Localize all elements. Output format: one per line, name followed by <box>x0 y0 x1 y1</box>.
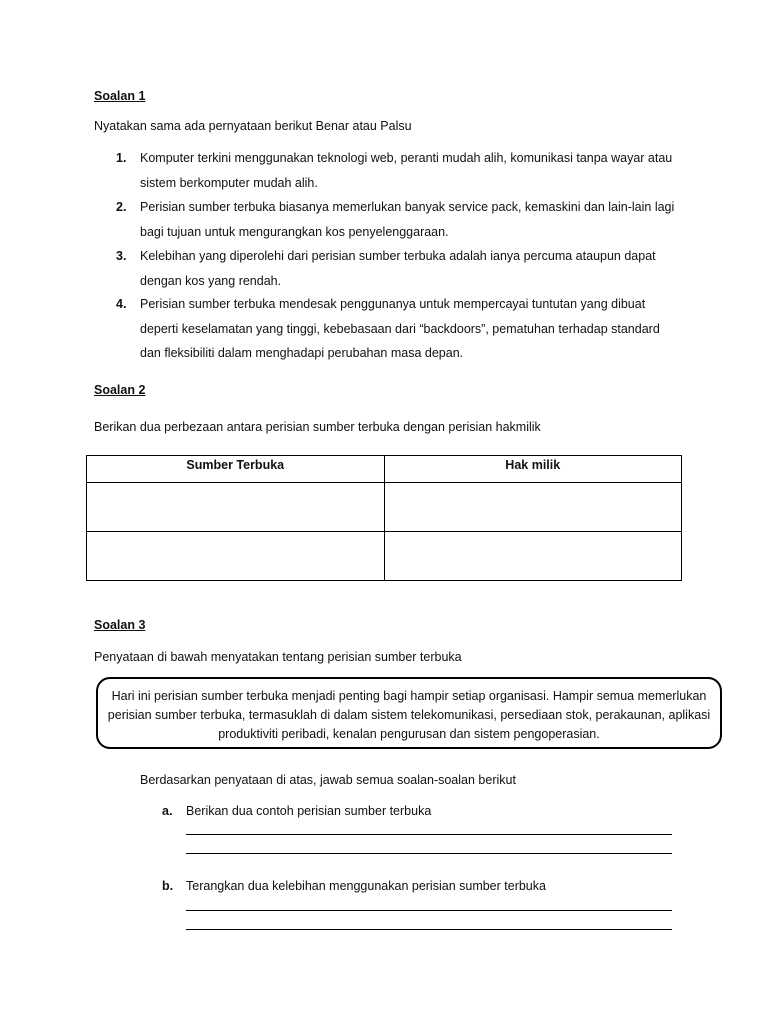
sub-question-text: Terangkan dua kelebihan menggunakan perisian sumber terbuka <box>186 879 546 893</box>
sub-question-letter: b. <box>162 879 174 893</box>
column-header-hak-milik: Hak milik <box>384 456 682 483</box>
answer-cell[interactable] <box>87 483 385 532</box>
statement-text: Hari ini perisian sumber terbuka menjadi penting bagi hampir setiap organisasi. Hampir semua memerlukan perisian sumber terbuka, termasuklah di dalam sistem telekomunikasi, persediaan stok, perakaunan, aplikasi produktiviti peribadi, kenalan pengurusan dan sistem pengoperasian. <box>107 689 711 741</box>
answer-line[interactable] <box>186 929 672 930</box>
table-row <box>87 483 682 532</box>
sub-question-text: Berikan dua contoh perisian sumber terbuka <box>186 804 432 818</box>
question-number: 2. <box>116 200 127 214</box>
question-number: 1. <box>116 151 127 165</box>
question-item-1 <box>116 146 676 194</box>
comparison-table <box>86 455 682 581</box>
soalan-3-instruction: Penyataan di bawah menyatakan tentang perisian sumber terbuka <box>94 650 462 664</box>
soalan-2-instruction: Berikan dua perbezaan antara perisian sumber terbuka dengan perisian hakmilik <box>94 420 541 434</box>
soalan-3-heading: Soalan 3 <box>94 618 146 632</box>
column-header-sumber-terbuka: Sumber Terbuka <box>87 456 385 483</box>
answer-cell[interactable] <box>87 532 385 581</box>
sub-question-letter: a. <box>162 804 173 818</box>
soalan-3-prompt: Berdasarkan penyataan di atas, jawab semua soalan-soalan berikut <box>140 773 516 787</box>
question-item-4 <box>116 292 676 366</box>
answer-line[interactable] <box>186 853 672 854</box>
question-text: Kelebihan yang diperolehi dari perisian sumber terbuka adalah ianya percuma ataupun dapat dengan kos yang rendah. <box>140 249 656 288</box>
question-item-2 <box>116 195 676 243</box>
answer-line[interactable] <box>186 834 672 835</box>
answer-cell[interactable] <box>384 532 682 581</box>
question-number: 4. <box>116 297 127 311</box>
soalan-1-instruction: Nyatakan sama ada pernyataan berikut Benar atau Palsu <box>94 119 412 133</box>
table-row <box>87 532 682 581</box>
question-text: Perisian sumber terbuka mendesak penggunanya untuk mempercayai tuntutan yang dibuat deperti keselamatan yang tinggi, kebebasaan dari “backdoors”, pematuhan terhadap standard dan fleksibiliti dalam menghadapi perubahan masa depan. <box>140 297 660 360</box>
answer-cell[interactable] <box>384 483 682 532</box>
question-item-3 <box>116 244 676 292</box>
question-text: Perisian sumber terbuka biasanya memerlukan banyak service pack, kemaskini dan lain-lain lagi bagi tujuan untuk mengurangkan kos penyelenggaraan. <box>140 200 675 239</box>
answer-line[interactable] <box>186 910 672 911</box>
question-text: Komputer terkini menggunakan teknologi web, peranti mudah alih, komunikasi tanpa wayar atau sistem berkomputer mudah alih. <box>140 151 673 190</box>
statement-box <box>96 677 722 749</box>
table-header-row <box>87 456 682 483</box>
question-number: 3. <box>116 249 127 263</box>
soalan-2-heading: Soalan 2 <box>94 383 146 397</box>
soalan-1-heading: Soalan 1 <box>94 89 146 103</box>
